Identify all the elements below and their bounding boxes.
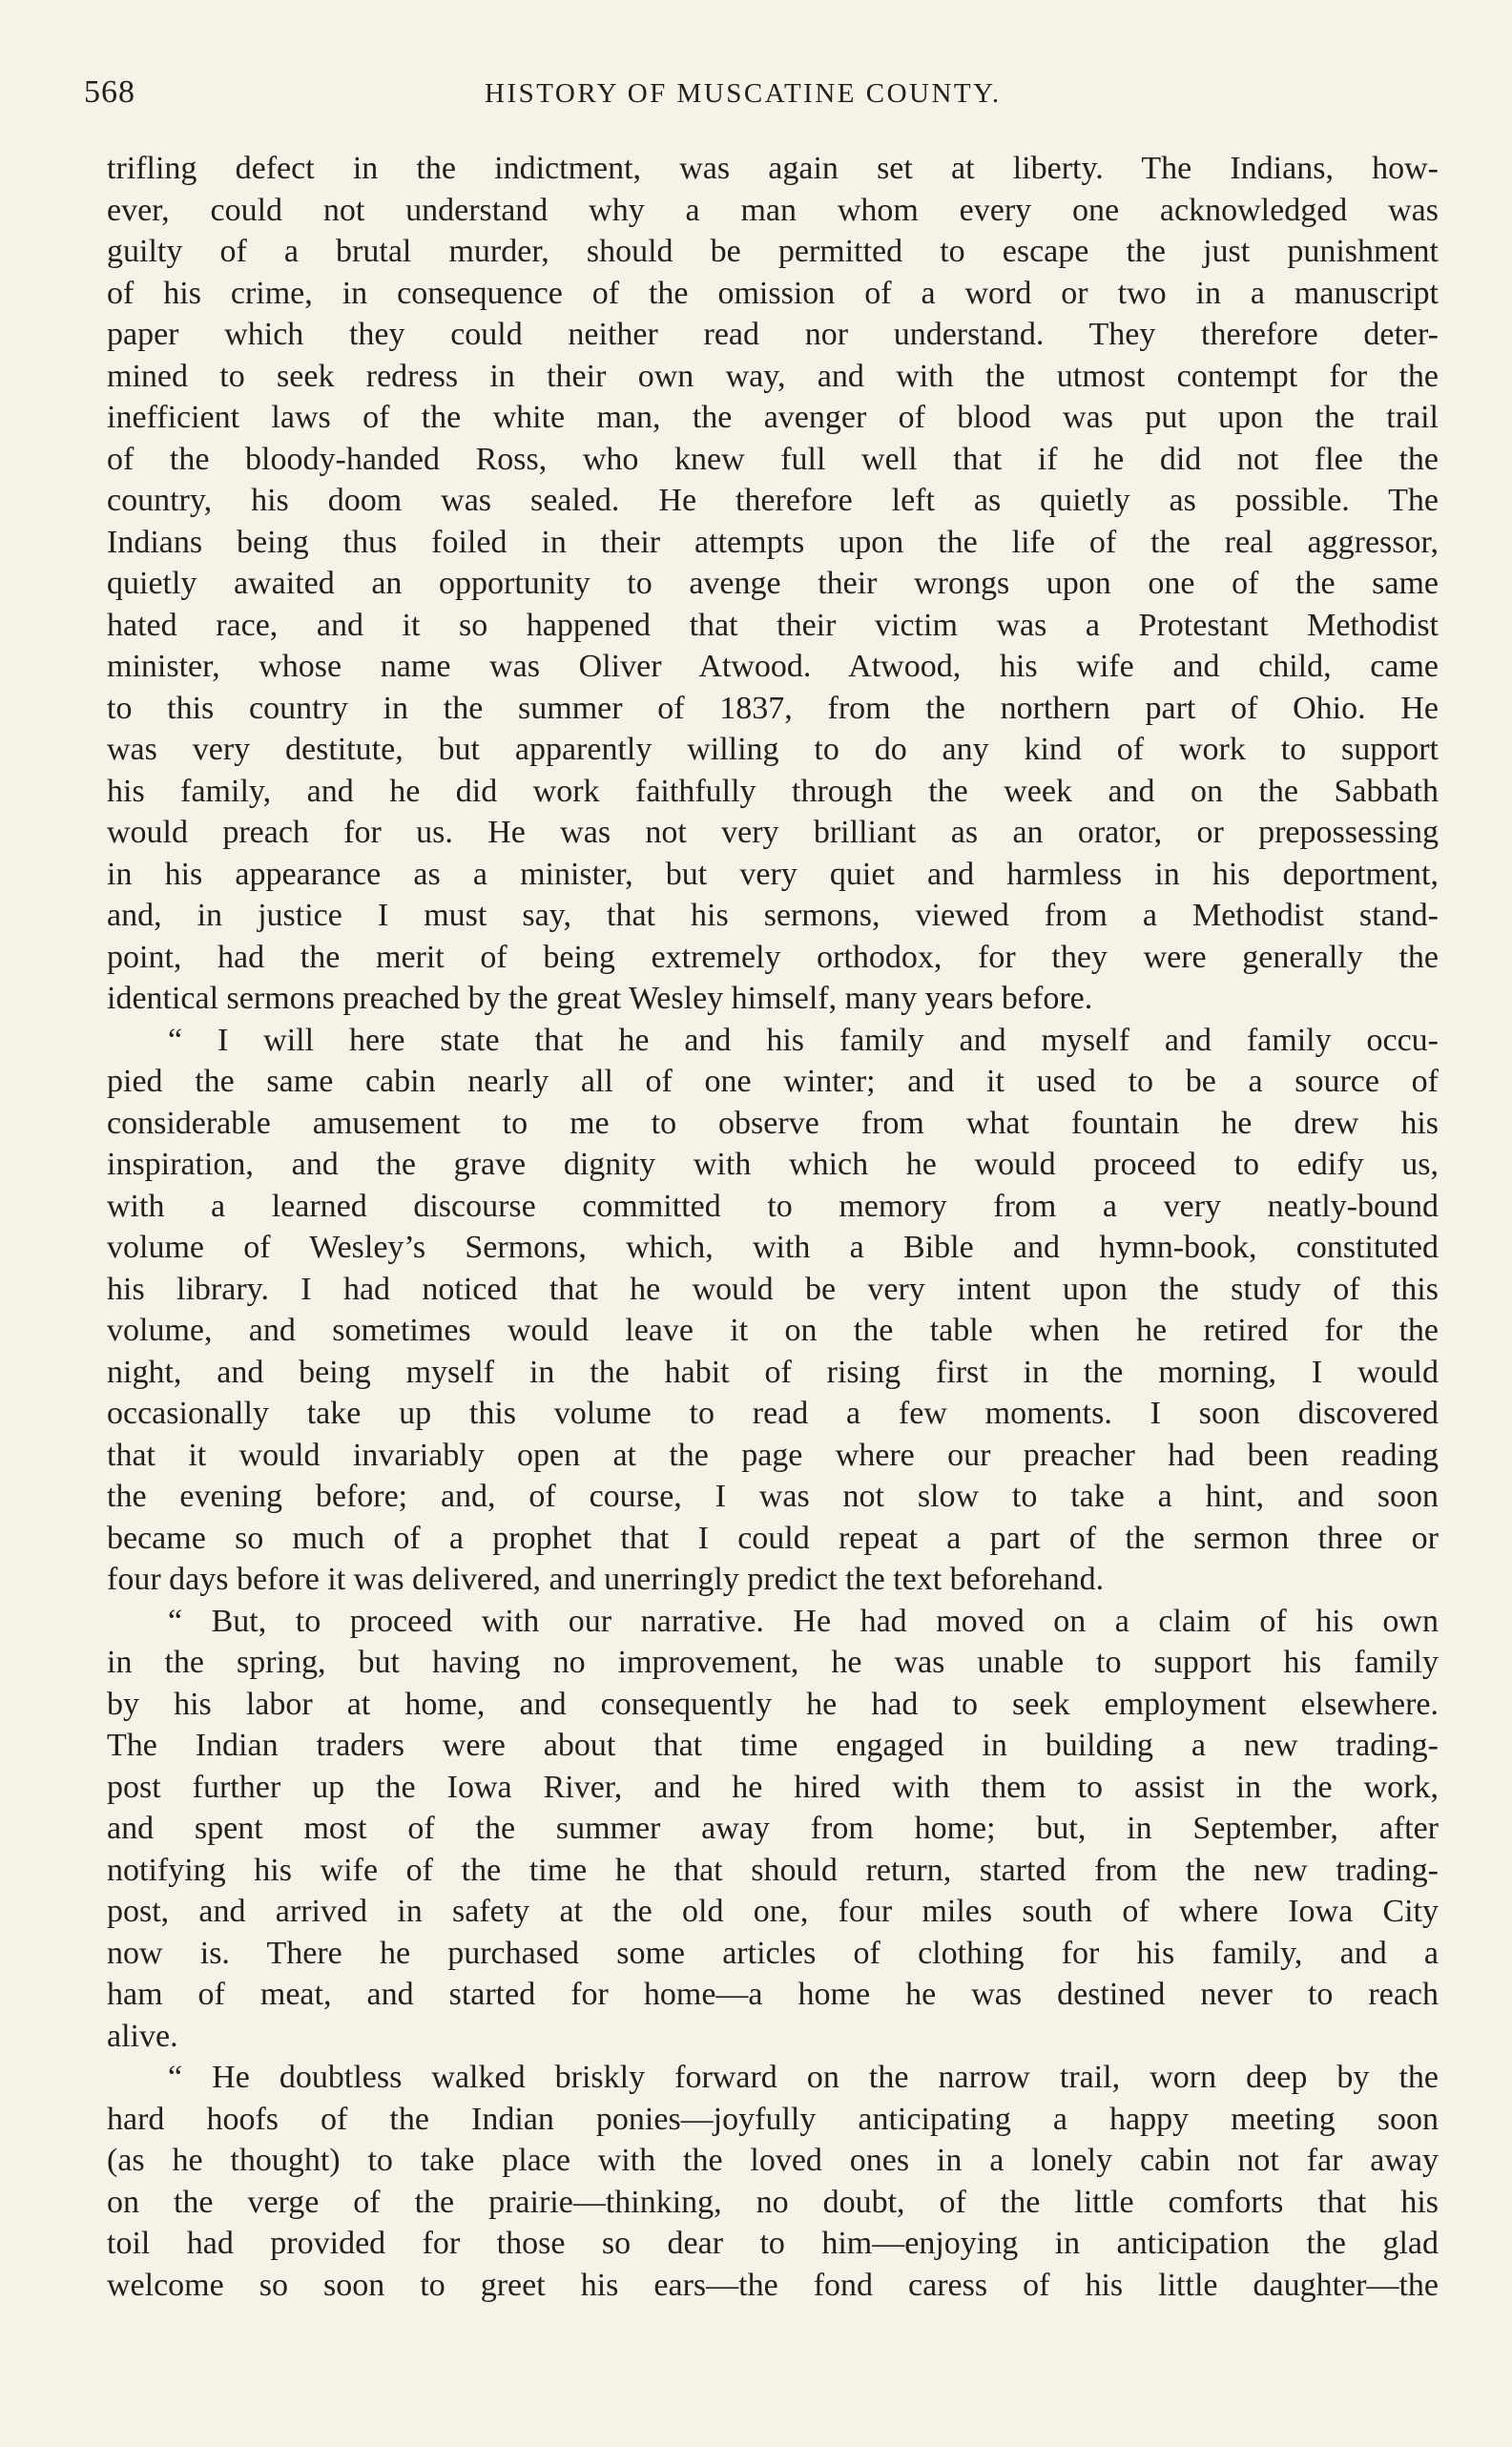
text-line: the evening before; and, of course, I was not slow to take a hint, and soon	[107, 1479, 1439, 1514]
paragraph-start-line: “ He doubtless walked briskly forward on the narrow trail, worn deep by the	[168, 2060, 1439, 2095]
text-line: pied the same cabin nearly all of one winter; and it used to be a source of	[107, 1064, 1439, 1099]
body-text	[107, 148, 1439, 2306]
text-line: ever, could not understand why a man whom every one acknowledged was	[107, 192, 1439, 228]
text-line: hated race, and it so happened that their victim was a Protestant Methodist	[107, 607, 1439, 643]
text-line: of his crime, in consequence of the omission of a word or two in a manuscript	[107, 275, 1439, 311]
text-line: point, had the merit of being extremely orthodox, for they were generally the	[107, 939, 1439, 975]
text-line: welcome so soon to greet his ears—the fond caress of his little daughter—the	[107, 2267, 1439, 2303]
text-line: volume, and sometimes would leave it on the table when he retired for the	[107, 1313, 1439, 1348]
text-line: minister, whose name was Oliver Atwood. Atwood, his wife and child, came	[107, 649, 1439, 684]
text-line: notifying his wife of the time he that should return, started from the new trading-	[107, 1852, 1439, 1888]
text-line: post, and arrived in safety at the old one, four miles south of where Iowa City	[107, 1894, 1439, 1929]
text-line: quietly awaited an opportunity to avenge their wrongs upon one of the same	[107, 566, 1439, 601]
text-line: by his labor at home, and consequently he had to seek employment elsewhere.	[107, 1686, 1439, 1722]
text-line: country, his doom was sealed. He therefore left as quietly as possible. The	[107, 483, 1439, 518]
text-line: now is. There he purchased some articles of clothing for his family, and a	[107, 1935, 1439, 1971]
text-line: post further up the Iowa River, and he hired with them to assist in the work,	[107, 1769, 1439, 1805]
text-line: inspiration, and the grave dignity with which he would proceed to edify us,	[107, 1147, 1439, 1182]
text-line: hard hoofs of the Indian ponies—joyfully anticipating a happy meeting soon	[107, 2101, 1439, 2137]
text-line: in the spring, but having no improvement, he was unable to support his family	[107, 1645, 1439, 1680]
text-line: with a learned discourse committed to memory from a very neatly-bound	[107, 1188, 1439, 1224]
text-line: night, and being myself in the habit of rising first in the morning, I would	[107, 1354, 1439, 1390]
text-line: four days before it was delivered, and unerringly predict the text beforehand.	[107, 1562, 1105, 1597]
text-line: Indians being thus foiled in their attempts upon the life of the real aggressor,	[107, 524, 1439, 560]
text-line: toil had provided for those so dear to him—enjoying in anticipation the glad	[107, 2226, 1439, 2261]
text-line: and spent most of the summer away from home; but, in September, after	[107, 1811, 1439, 1846]
text-line: in his appearance as a minister, but very quiet and harmless in his deportment,	[107, 856, 1439, 892]
paragraph-start-line: “ But, to proceed with our narrative. He had moved on a claim of his own	[168, 1603, 1439, 1639]
text-line: his library. I had noticed that he would be very intent upon the study of this	[107, 1271, 1439, 1307]
text-line: ham of meat, and started for home—a home he was destined never to reach	[107, 1977, 1439, 2012]
text-line: inefficient laws of the white man, the avenger of blood was put upon the trail	[107, 400, 1439, 435]
text-line: occasionally take up this volume to read a few moments. I soon discovered	[107, 1396, 1439, 1431]
text-line: to this country in the summer of 1837, from the northern part of Ohio. He	[107, 690, 1439, 726]
text-line: The Indian traders were about that time engaged in building a new trading-	[107, 1728, 1439, 1763]
text-line: of the bloody-handed Ross, who knew full well that if he did not flee the	[107, 441, 1439, 477]
page-number: 568	[84, 74, 135, 110]
text-line: trifling defect in the indictment, was again set at liberty. The Indians, how-	[107, 151, 1439, 186]
text-line: mined to seek redress in their own way, and with the utmost contempt for the	[107, 358, 1439, 394]
text-line: guilty of a brutal murder, should be permitted to escape the just punishment	[107, 234, 1439, 269]
text-line: and, in justice I must say, that his sermons, viewed from a Methodist stand-	[107, 898, 1439, 933]
text-line: his family, and he did work faithfully through the week and on the Sabbath	[107, 773, 1439, 809]
text-line: (as he thought) to take place with the loved ones in a lonely cabin not far away	[107, 2143, 1439, 2178]
paragraph-start-line: “ I will here state that he and his family and myself and family occu-	[168, 1022, 1439, 1058]
text-line: alive.	[107, 2018, 178, 2054]
text-line: volume of Wesley’s Sermons, which, with a Bible and hymn-book, constituted	[107, 1230, 1439, 1265]
running-head: HISTORY OF MUSCATINE COUNTY.	[485, 78, 1002, 109]
text-line: paper which they could neither read nor understand. They therefore deter-	[107, 317, 1439, 352]
text-line: would preach for us. He was not very brilliant as an orator, or prepossessing	[107, 815, 1439, 850]
text-line: that it would invariably open at the page where our preacher had been reading	[107, 1437, 1439, 1473]
text-line: was very destitute, but apparently willing to do any kind of work to support	[107, 732, 1439, 767]
text-line: became so much of a prophet that I could repeat a part of the sermon three or	[107, 1520, 1439, 1556]
text-line: considerable amusement to me to observe from what fountain he drew his	[107, 1105, 1439, 1141]
text-line: on the verge of the prairie—thinking, no doubt, of the little comforts that his	[107, 2184, 1439, 2220]
text-line: identical sermons preached by the great Wesley himself, many years before.	[107, 981, 1093, 1016]
page-header	[84, 74, 1439, 122]
